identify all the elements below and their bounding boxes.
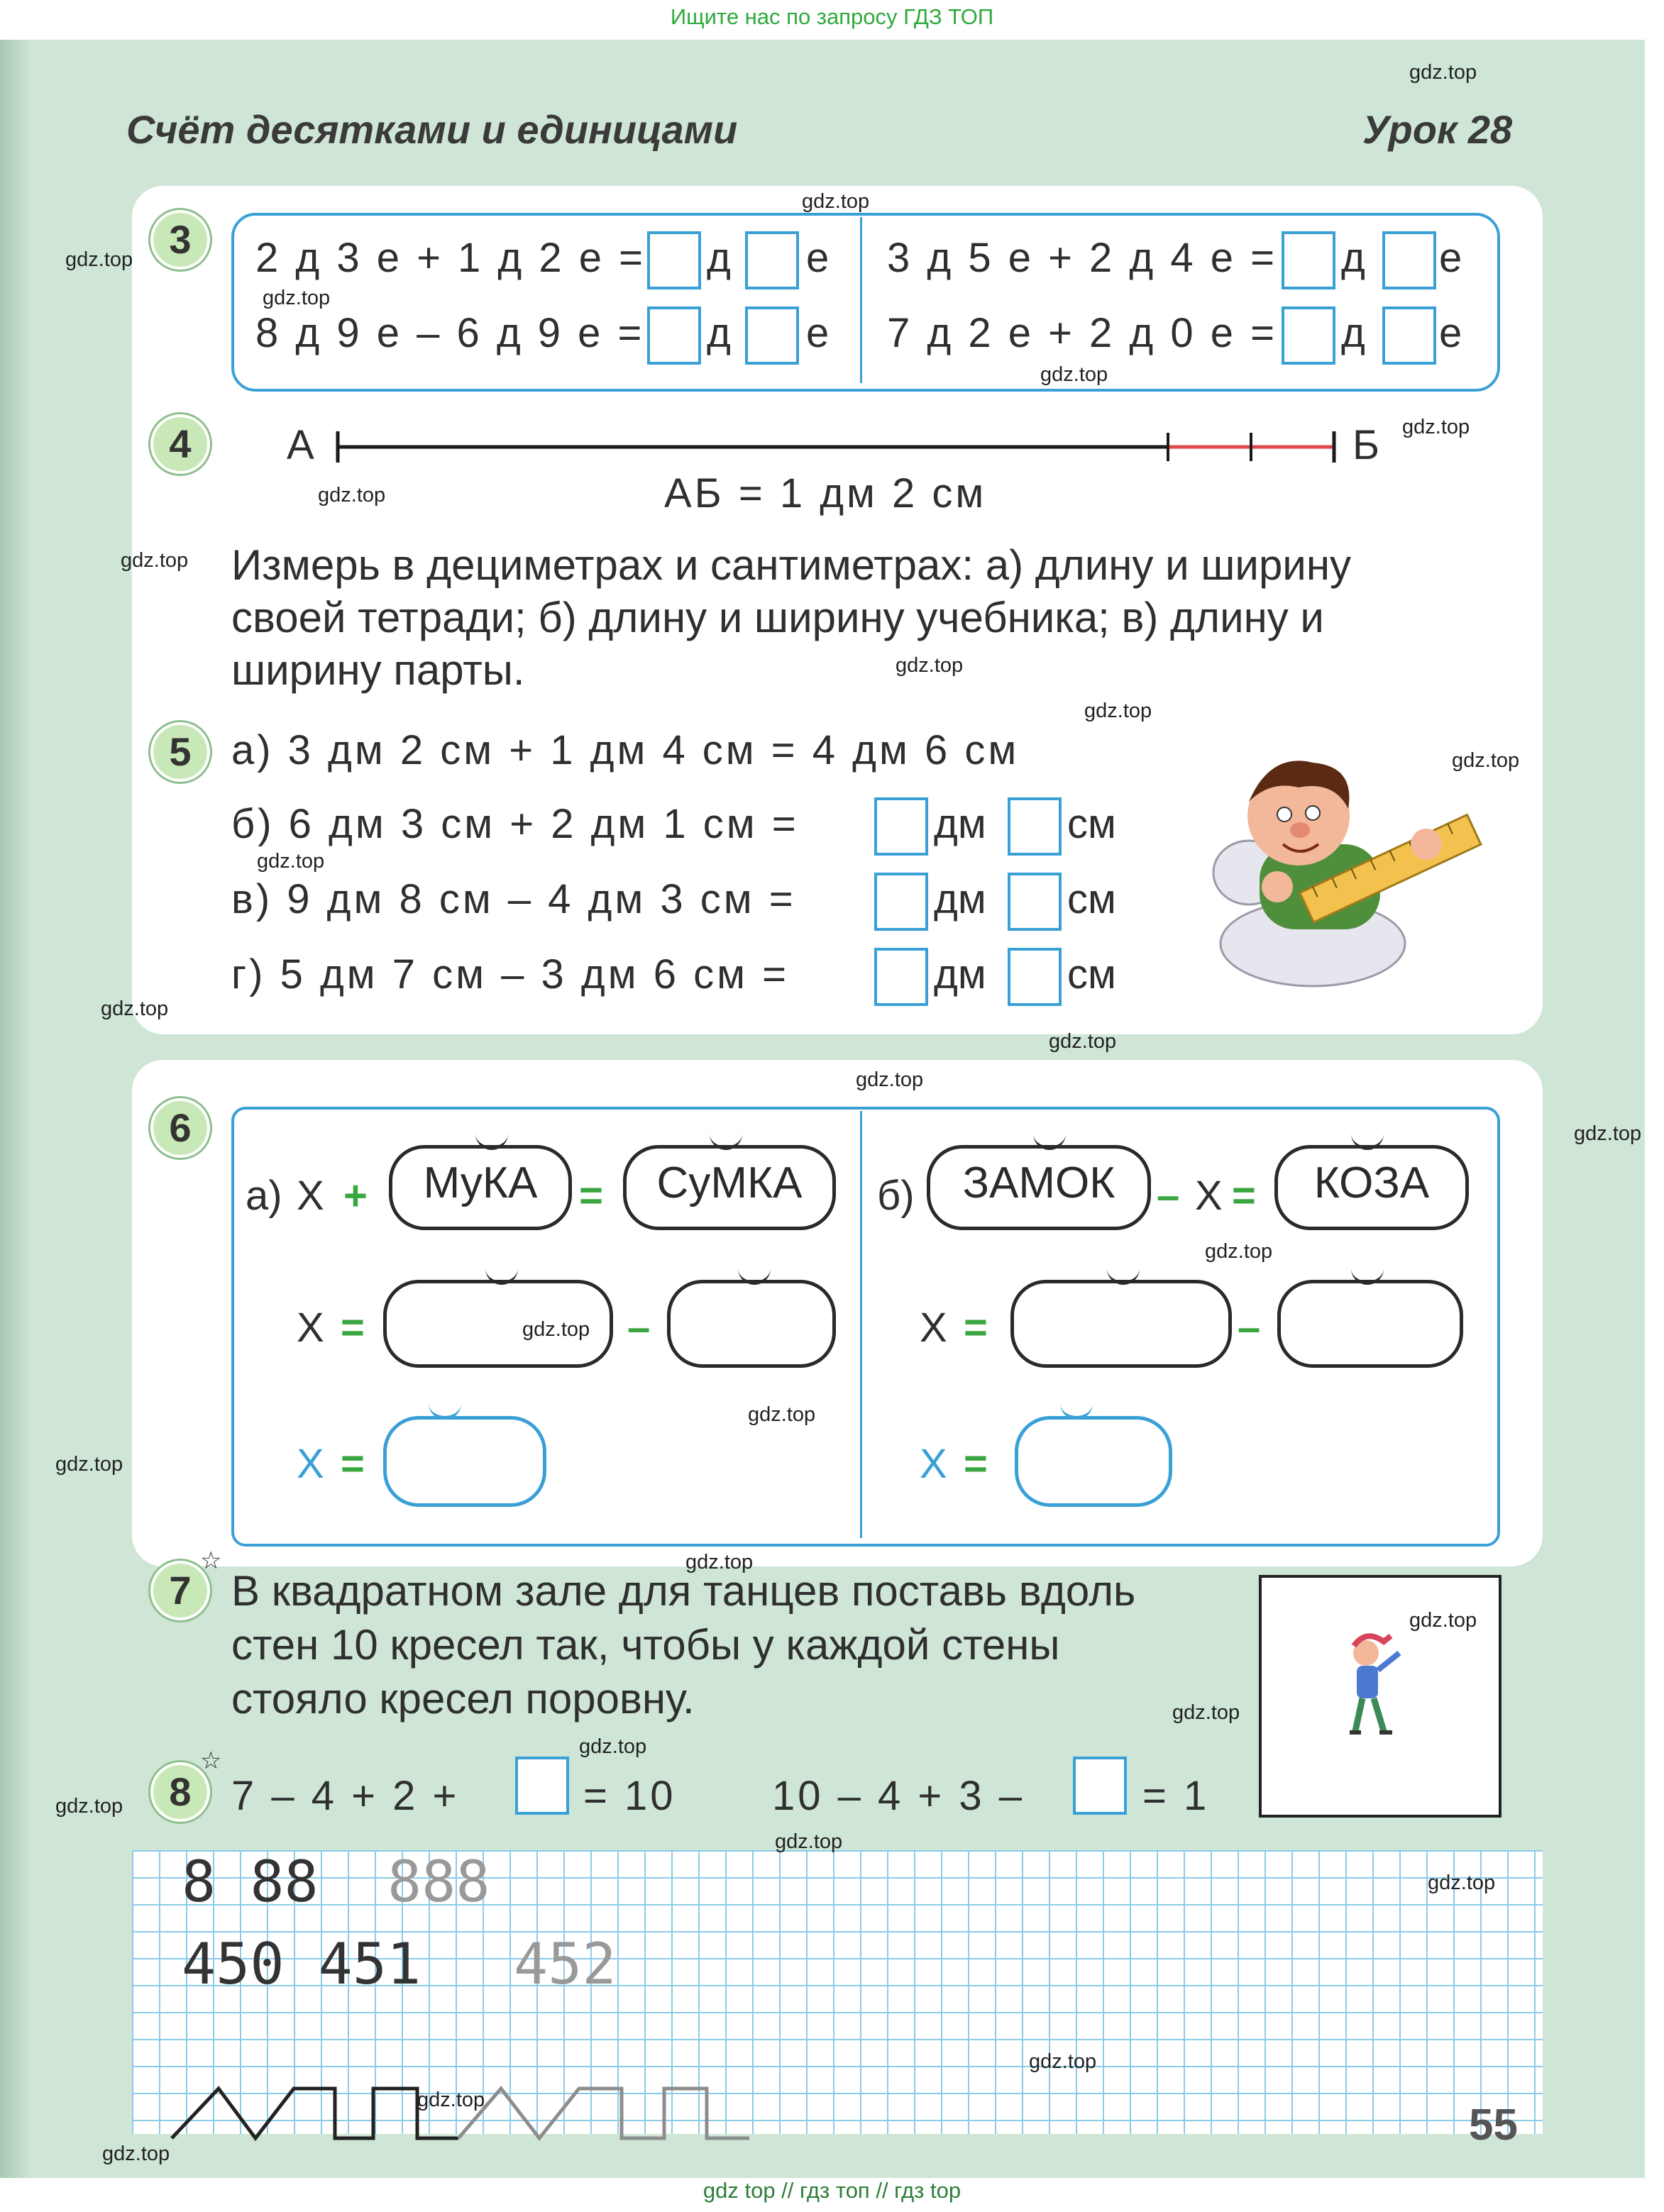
answer-box[interactable] [1008, 948, 1062, 1006]
task3-divider [860, 217, 862, 383]
watermark: gdz.top [417, 2089, 485, 2111]
task8-right-expr: 10 – 4 + 3 – [772, 1773, 1025, 1819]
wave-pattern [167, 2053, 849, 2145]
answer-box[interactable] [874, 797, 928, 856]
variable-x: Х [920, 1305, 947, 1351]
task6-b-label: б) [877, 1173, 915, 1219]
watermark: gdz.top [1049, 1030, 1117, 1053]
task3-expr-1: 2 д 3 е + 1 д 2 е = [255, 235, 646, 281]
unit-cm: см [1067, 876, 1116, 922]
equals-sign: = [341, 1305, 365, 1351]
watermark: gdz.top [748, 1403, 816, 1426]
answer-box[interactable] [874, 948, 928, 1006]
equals-sign: = [1232, 1173, 1256, 1219]
answer-oval[interactable] [383, 1416, 546, 1507]
task3-expr-4: 7 д 2 е + 2 д 0 е = [887, 310, 1277, 356]
copy-trace: 888 [387, 1849, 490, 1915]
watermark: gdz.top [1409, 1609, 1477, 1632]
star-icon: ☆ [200, 1547, 222, 1574]
unit-dm: дм [934, 951, 986, 997]
variable-x: Х [297, 1441, 324, 1487]
unit-e: е [1439, 310, 1462, 356]
answer-box[interactable] [1382, 306, 1436, 365]
unit-e: е [806, 235, 830, 281]
watermark: gdz.top [101, 997, 169, 1020]
watermark: gdz.top [856, 1068, 924, 1091]
task5-v: в) 9 дм 8 см – 4 дм 3 см = [231, 876, 796, 922]
point-a-label: А [287, 422, 314, 468]
watermark: gdz.top [55, 1453, 123, 1476]
answer-box[interactable] [647, 231, 701, 289]
task7-line: стен 10 кресел так, чтобы у каждой стены [231, 1621, 1060, 1669]
watermark: gdz.top [522, 1318, 590, 1341]
unit-d: д [707, 235, 731, 281]
minus-sign: – [1238, 1305, 1261, 1351]
watermark: gdz.top [896, 654, 964, 677]
watermark: gdz.top [1084, 699, 1152, 722]
answer-box[interactable] [1282, 306, 1335, 365]
answer-box[interactable] [1282, 231, 1335, 289]
task6-divider [860, 1111, 862, 1538]
copy-sample: 450 451 [182, 1931, 421, 1997]
unit-e: е [1439, 235, 1462, 281]
page-title: Счёт десятками и единицами [126, 107, 738, 152]
answer-box[interactable] [745, 231, 799, 289]
instruction-line: ширину парты. [231, 646, 525, 694]
watermark: gdz.top [121, 549, 189, 572]
equals-sign: = [579, 1173, 603, 1219]
watermark: gdz.top [55, 1795, 123, 1818]
watermark: gdz.top [1409, 61, 1477, 84]
unit-d: д [1341, 235, 1365, 281]
answer-box[interactable] [515, 1757, 569, 1815]
watermark: gdz.top [802, 190, 870, 213]
bottom-note: gdz top // гдз топ // гдз top [702, 2178, 962, 2203]
watermark: gdz.top [318, 484, 386, 507]
answer-oval[interactable] [1015, 1416, 1172, 1507]
variable-x: Х [297, 1305, 324, 1351]
minus-sign: – [627, 1305, 651, 1351]
dancer-illustration [1334, 1632, 1412, 1745]
watermark: gdz.top [102, 2142, 170, 2165]
oval-word-sumka: СуМКА [656, 1158, 803, 1207]
answer-box[interactable] [1073, 1757, 1127, 1815]
unit-cm: см [1067, 951, 1116, 997]
task5-a: а) 3 дм 2 см + 1 дм 4 см = 4 дм 6 см [231, 727, 1020, 773]
task7-line: В квадратном зале для танцев поставь вдоль [231, 1567, 1136, 1615]
page-number: 55 [1469, 2101, 1518, 2150]
answer-oval[interactable] [667, 1280, 836, 1368]
plus-sign: + [343, 1173, 368, 1219]
segment-caption: АБ = 1 дм 2 см [664, 470, 987, 516]
unit-e: е [806, 310, 830, 356]
copy-trace: 452 [514, 1931, 617, 1997]
answer-box[interactable] [745, 306, 799, 365]
oval-word-koza: КОЗА [1313, 1158, 1430, 1207]
unit-dm: дм [934, 801, 986, 847]
oval-word-muka: МуКА [423, 1158, 538, 1207]
task-number-7: 7 [150, 1561, 210, 1620]
segment-ab [326, 426, 1348, 468]
variable-x: Х [297, 1173, 324, 1219]
answer-oval[interactable] [1277, 1280, 1463, 1368]
task8-left-expr: 7 – 4 + 2 + [231, 1773, 460, 1819]
unit-dm: дм [934, 876, 986, 922]
watermark: gdz.top [65, 248, 133, 271]
task6-a-label: а) [246, 1173, 282, 1219]
copy-sample: 8 88 [182, 1849, 319, 1915]
watermark: gdz.top [263, 287, 331, 309]
answer-box[interactable] [1008, 873, 1062, 931]
lesson-number: Урок 28 [1362, 107, 1513, 152]
point-b-label: Б [1352, 422, 1380, 468]
boy-with-ruler-illustration [1192, 738, 1490, 993]
watermark: gdz.top [1029, 2050, 1097, 2073]
unit-d: д [707, 310, 731, 356]
top-note: Ищите нас по запросу ГДЗ ТОП [670, 4, 994, 29]
unit-cm: см [1067, 801, 1116, 847]
watermark: gdz.top [1402, 416, 1470, 438]
watermark: gdz.top [685, 1551, 754, 1574]
task7-line: стояло кресел поровну. [231, 1675, 695, 1722]
watermark: gdz.top [1452, 749, 1520, 772]
watermark: gdz.top [1574, 1122, 1642, 1145]
answer-box[interactable] [647, 306, 701, 365]
answer-box[interactable] [1382, 231, 1436, 289]
page-spine [0, 40, 33, 2178]
task-number-4: 4 [150, 414, 210, 474]
star-icon: ☆ [200, 1747, 222, 1774]
variable-x: Х [1195, 1173, 1223, 1219]
watermark: gdz.top [1428, 1871, 1496, 1894]
task3-expr-3: 8 д 9 е – 6 д 9 е = [255, 310, 645, 356]
oval-word-zamok: ЗАМОК [962, 1158, 1115, 1207]
task-number-5: 5 [150, 722, 210, 782]
task8-right-result: = 1 [1142, 1773, 1210, 1819]
minus-sign: – [1157, 1173, 1180, 1219]
task-number-8: 8 [150, 1762, 210, 1822]
answer-oval[interactable] [1010, 1280, 1232, 1368]
watermark: gdz.top [1172, 1701, 1240, 1724]
instruction-line: своей тетради; б) длину и ширину учебника; в) длину и [231, 594, 1324, 641]
unit-d: д [1341, 310, 1365, 356]
task-number-3: 3 [150, 210, 210, 270]
equals-sign: = [341, 1441, 365, 1487]
task5-b: б) 6 дм 3 см + 2 дм 1 см = [231, 801, 799, 847]
watermark: gdz.top [257, 850, 325, 873]
answer-box[interactable] [874, 873, 928, 931]
watermark: gdz.top [1040, 363, 1108, 386]
equals-sign: = [964, 1305, 988, 1351]
task3-expr-2: 3 д 5 е + 2 д 4 е = [887, 235, 1277, 281]
equals-sign: = [964, 1441, 988, 1487]
answer-box[interactable] [1008, 797, 1062, 856]
variable-x: Х [920, 1441, 947, 1487]
task8-left-result: = 10 [583, 1773, 676, 1819]
watermark: gdz.top [1205, 1240, 1273, 1263]
watermark: gdz.top [775, 1830, 843, 1853]
instruction-line: Измерь в дециметрах и сантиметрах: а) длину и ширину [231, 541, 1351, 589]
task-number-6: 6 [150, 1098, 210, 1158]
watermark: gdz.top [579, 1735, 647, 1758]
task5-g: г) 5 дм 7 см – 3 дм 6 см = [231, 951, 789, 997]
